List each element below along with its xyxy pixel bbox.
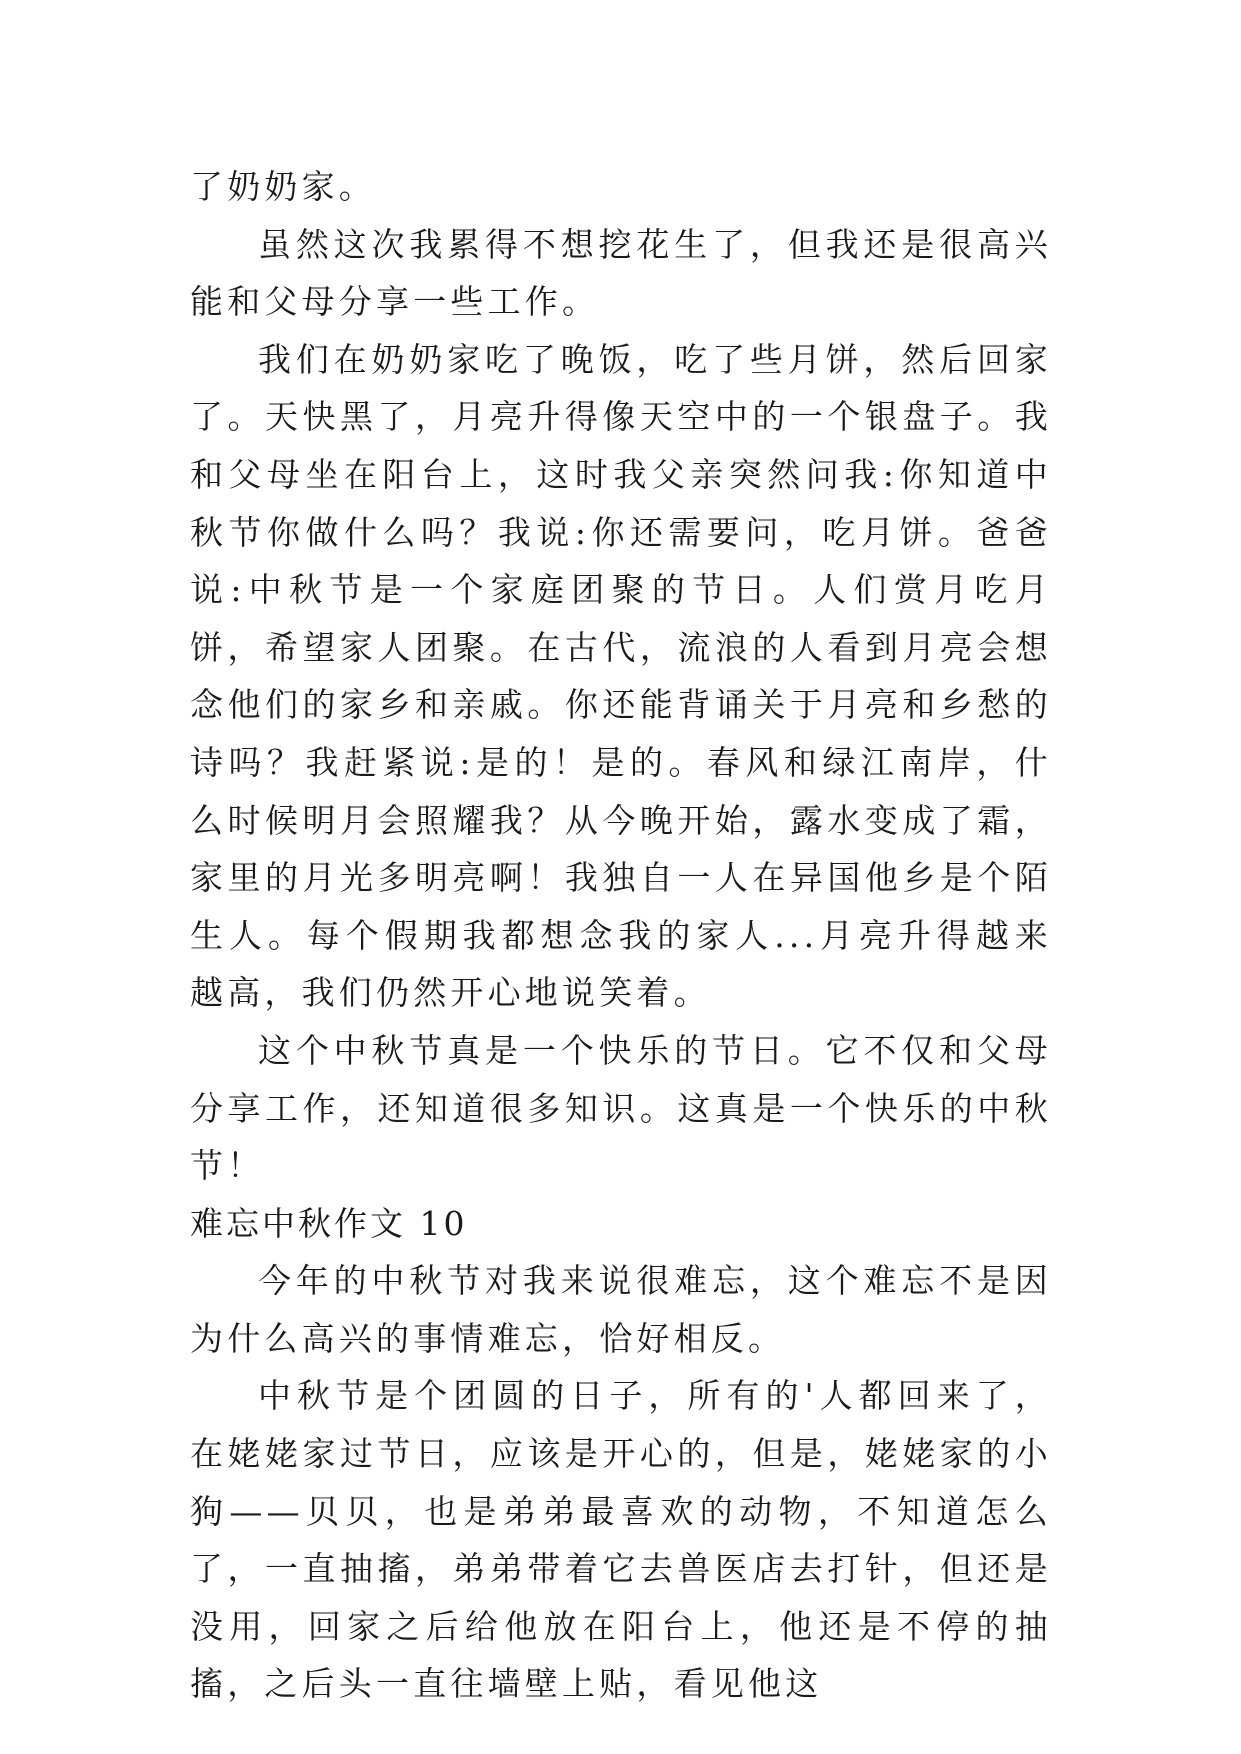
paragraph-continuation: 了奶奶家。 — [190, 167, 376, 206]
section-heading: 难忘中秋作文 10 — [190, 1203, 468, 1243]
paragraph: 中秋节是个团圆的日子，所有的'人都回来了，在姥姥家过节日，应该是开心的，但是，姥姥家的小狗——贝贝，也是弟弟最喜欢的动物，不知道怎么了，一直抽搐，弟弟带着它去兽医店去打针，但还是没用，回家之后给他放在阳台上，他还是不停的抽搐，之后头一直往墙壁上贴，看见他这 — [190, 1376, 1052, 1704]
paragraph: 今年的中秋节对我来说很难忘，这个难忘不是因为什么高兴的事情难忘，恰好相反。 — [190, 1261, 1052, 1358]
paragraph: 虽然这次我累得不想挖花生了，但我还是很高兴能和父母分享一些工作。 — [190, 224, 1052, 322]
paragraph: 我们在奶奶家吃了晚饭，吃了些月饼，然后回家了。天快黑了，月亮升得像天空中的一个银盘子。我和父母坐在阳台上，这时我父亲突然问我:你知道中秋节你做什么吗？我说:你还需要问，吃月饼。爸爸说:中秋节是一个家庭团聚的节日。人们赏月吃月饼，希望家人团聚。在古代，流浪的人看到月亮会想念他们的家乡和亲戚。你还能背诵关于月亮和乡愁的诗吗？我赶紧说:是的！是的。春风和绿江南岸，什么时候明月会照耀我？从今晚开始，露水变成了霜，家里的月光多明亮啊！我独自一人在异国他乡是个陌生人。每个假期我都想念我的家人...月亮升得越来越高，我们仍然开心地说笑着。 — [190, 339, 1052, 1013]
paragraph: 这个中秋节真是一个快乐的节日。它不仅和父母分享工作，还知道很多知识。这真是一个快乐的中秋节！ — [190, 1030, 1052, 1186]
document-page — [190, 158, 1052, 1713]
